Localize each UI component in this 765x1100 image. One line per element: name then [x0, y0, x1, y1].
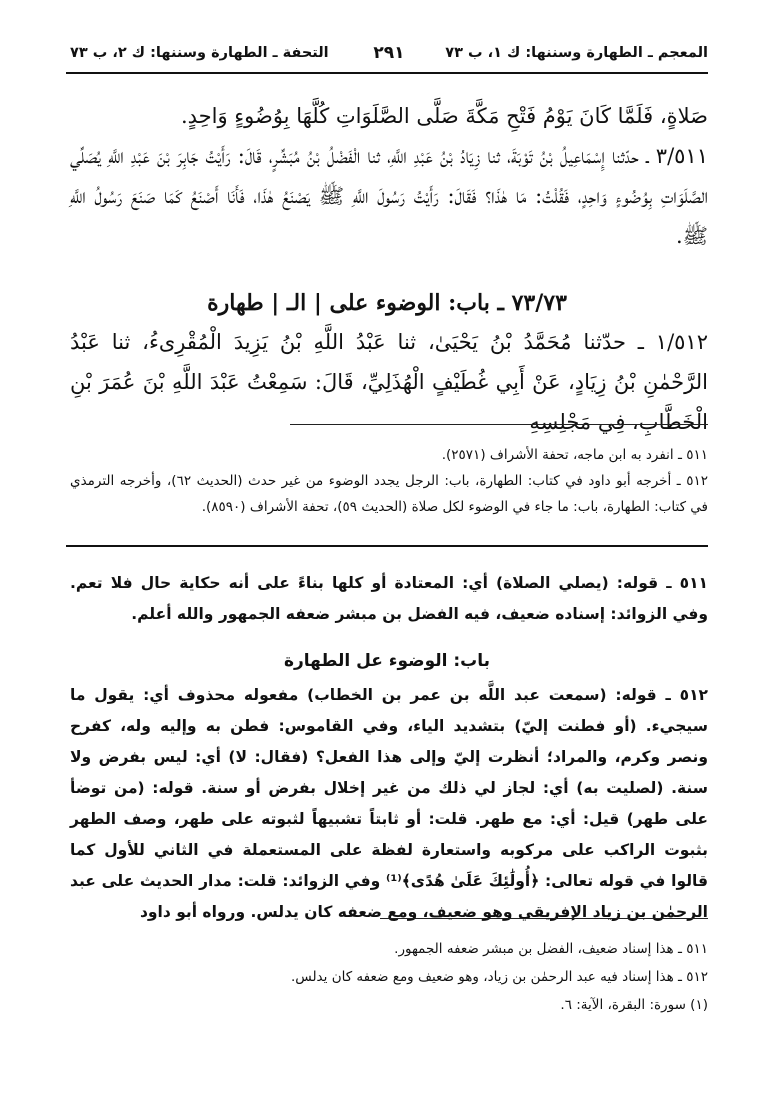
bottom-notes-divider: [380, 918, 708, 919]
footnote-divider: [290, 424, 708, 425]
takhrij-notes: [70, 442, 708, 520]
commentary-512: ٥١٢ ـ قوله: (سمعت عبد اللَّه بن عمر بن الخطاب) مفعوله محذوف أي: يقول ما سيجيء. (أو فطنت إليّ) بتشديد الياء، وفي القاموس: فطن به وإليه وله، كفرح ونصر وكرم، والمراد؛ أنظرت إليّ وإلى هذا الفعل؟ (فقال: لا) أي: ليس بفرض ولا سنة. (لصليت به) أي: لجاز لي ذلك من غير إخلال بفرض أو سنة. قوله: (من توضأ على طهر) قيل: أي: مع طهر. قلت: أو ثابتاً تشبيهاً لثبوته على طهر، وصف الطهر بثبوت الراكب على مركوبه واستعارة لفظة على المستعملة في الثاني للأول كما قالوا في قوله تعالى: ﴿أُولَٰئِكَ عَلَىٰ هُدًى﴾⁽¹⁾ وفي الزوائد: قلت: مدار الحديث على عبد الرحمٰن بن زياد الإفريقي وهو ضعيف، ومع ضعفه كان يدلس. ورواه أبو داود: [70, 686, 708, 921]
bottom-notes: [70, 935, 708, 1019]
chapter-title: ٧٣/٧٣ ـ باب: الوضوء على | الـ | طهارة: [207, 290, 567, 316]
hadith-512: ١/٥١٢ ـ حدّثنا مُحَمَّدُ بْنُ يَحْيَىٰ، ثنا عَبْدُ اللَّهِ بْنُ يَزِيدَ الْمُقْرِىءُ، ثنا عَبْدُ الرَّحْمٰنِ بْنُ زِيَادٍ، عَنْ أَبِي غُطَيْفٍ الْهُذَلِيِّ، قَالَ: سَمِعْتُ عَبْدَ اللَّهِ بْنَ عُمَرَ بْنِ الْخَطَّابِ، فِي مَجْلِسِهِ: [70, 330, 708, 434]
bottom-note-quran: (١) سورة: البقرة، الآية: ٦.: [560, 997, 708, 1013]
takhrij-note-512: ٥١٢ ـ أخرجه أبو داود في كتاب: الطهارة، باب: الرجل يجدد الوضوء من غير حدث (الحديث ٦٢)، وأخرجه الترمذي في كتاب: الطهارة، باب: ما جاء في الوضوء لكل صلاة (الحديث ٥٩)، تحفة الأشراف (٨٥٩٠).: [70, 473, 708, 515]
commentary-divider: [66, 545, 708, 547]
commentary-511: ٥١١ ـ قوله: (يصلي الصلاة) أي: المعتادة أو كلها بناءً على أنه حكاية حال فلا تعم. وفي الزوائد: إسناده ضعيف، فيه الفضل بن مبشر ضعفه الجمهور والله أعلم.: [70, 574, 708, 623]
hadith-block: [70, 96, 708, 256]
header-right: المعجم ـ الطهارة وسننها: ك ١، ب ٧٣: [445, 45, 708, 61]
takhrij-note-511: ٥١١ ـ انفرد به ابن ماجه، تحفة الأشراف (٢٥٧١).: [441, 447, 708, 463]
bottom-note-512: ٥١٢ ـ هذا إسناد فيه عبد الرحمٰن بن زياد، وهو ضعيف ومع ضعفه كان يدلس.: [290, 969, 708, 985]
commentary-chapter-title: باب: الوضوء عل الطهارة: [283, 651, 491, 671]
hadith-continuation: صَلاةٍ، فَلَمَّا كَانَ يَوْمُ فَتْحِ مَكَّةَ صَلَّى الصَّلَوَاتِ كُلَّهَا بِوُضُوءٍ وَاحِدٍ.: [180, 104, 708, 128]
bottom-note-511: ٥١١ ـ هذا إسناد ضعيف، الفضل بن مبشر ضعفه الجمهور.: [394, 941, 708, 957]
page-number: ٢٩١: [373, 43, 405, 63]
running-header: [70, 40, 708, 66]
header-divider: [66, 72, 708, 74]
header-left: التحفة ـ الطهارة وسننها: ك ٢، ب ٧٣: [70, 45, 329, 61]
hadith-511: ٣/٥١١ ـ حدّثنا إِسْمَاعِيلُ بْنُ تَوْبَةَ، ثنا زِيَادُ بْنُ عَبْدِ اللَّهِ، ثنا الْفَضْلُ بْنُ مُبَشِّرٍ، قَالَ: رَأَيْتُ جَابِرَ بْنَ عَبْدِ اللَّهِ يُصَلِّي الصَّلَوَاتِ بِوُضُوءٍ وَاحِدٍ، فَقُلْتُ: مَا هٰذَا؟ فَقَالَ: رَأَيْتُ رَسُولَ اللَّهِ ﷺ يَصْنَعُ هٰذَا، فَأَنَا أَصْنَعُ كَمَا صَنَعَ رَسُولُ اللَّهِ ﷺ.: [70, 144, 708, 248]
